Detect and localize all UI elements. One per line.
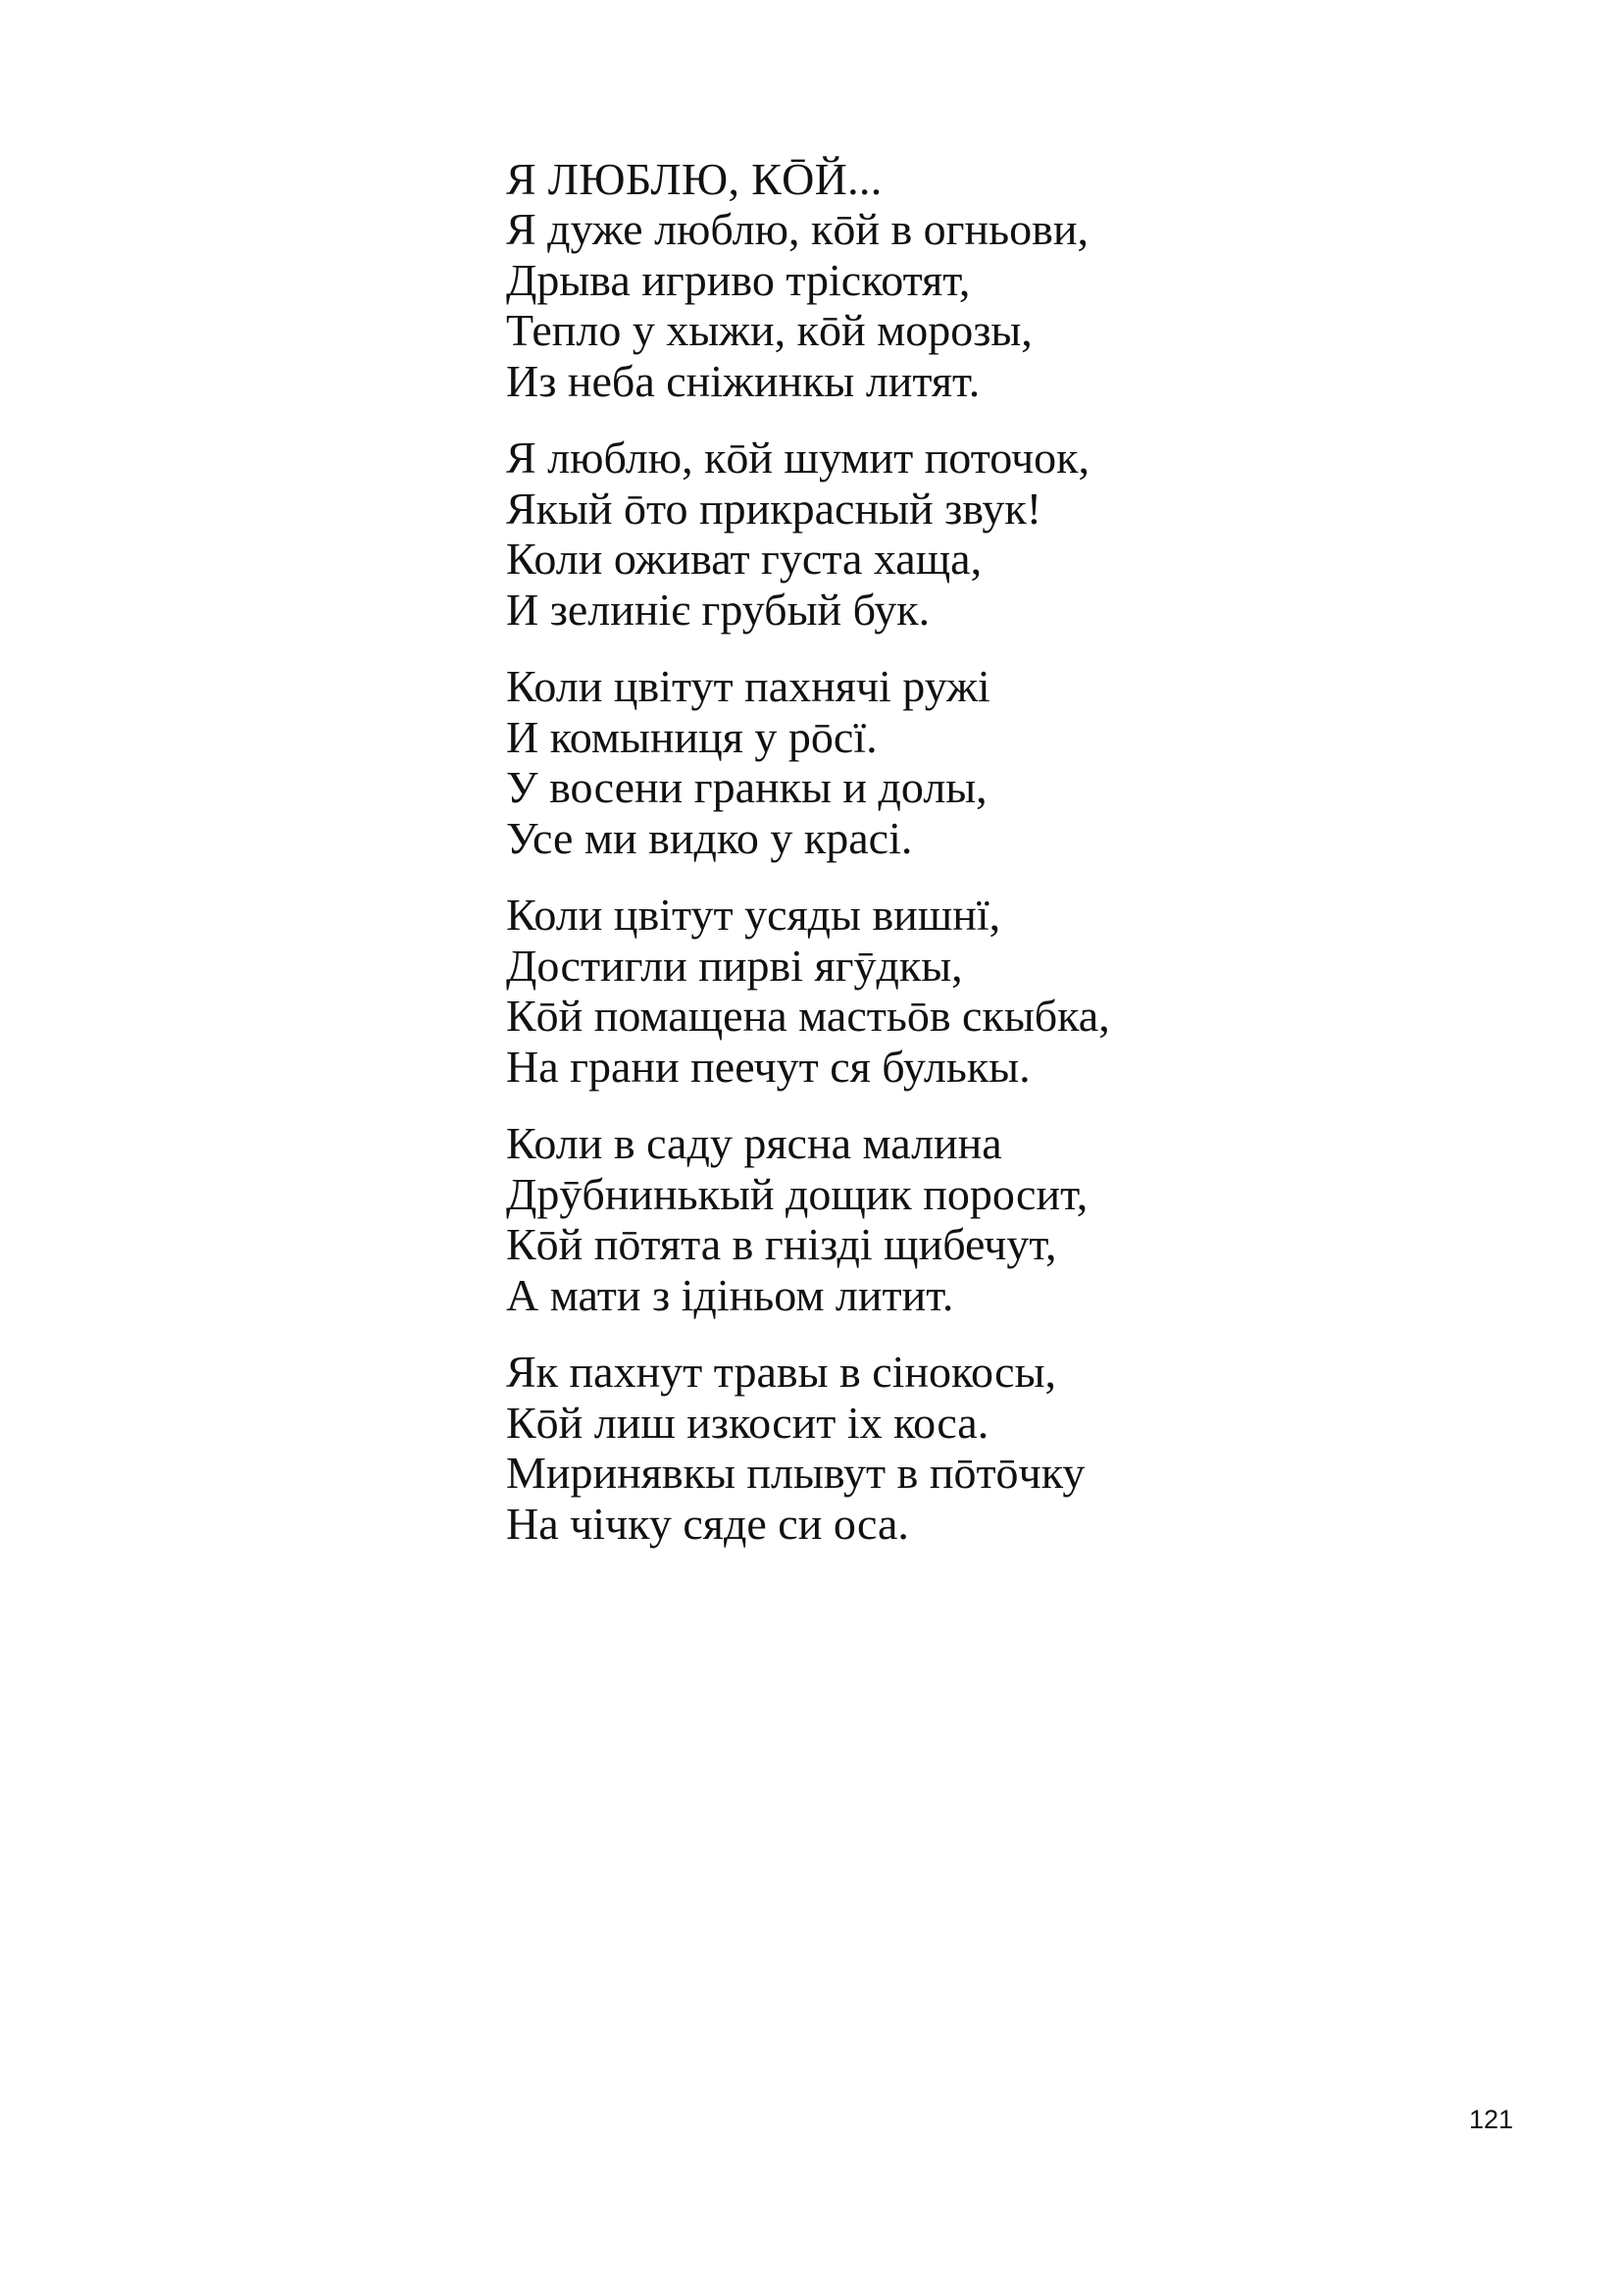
poem-line: На грани пеечут ся булькы.: [506, 1041, 1031, 1092]
poem-line: Коли цвітут пахнячі ружі: [506, 661, 990, 711]
poem: [506, 154, 1389, 1575]
poem-line: Коли цвітут усяды вишнї,: [506, 890, 1001, 940]
poem-line: У восени гранкы и долы,: [506, 762, 988, 812]
poem-line: Кōй лиш изкосит іх коса.: [506, 1397, 989, 1448]
page-number: 121: [1468, 2105, 1513, 2134]
stanza: [506, 204, 1389, 406]
poem-line: Коли оживат густа хаща,: [506, 534, 983, 584]
poem-line: Из неба сніжинкы литят.: [506, 355, 981, 406]
poem-line: Якый ōто прикрасный звук!: [506, 483, 1042, 534]
poem-line: Як пахнут травы в сінокосы,: [506, 1347, 1057, 1397]
stanza: [506, 1347, 1389, 1549]
stanza: [506, 1118, 1389, 1320]
poem-title: Я ЛЮБЛЮ, КŌЙ...: [506, 154, 883, 204]
poem-line: Усе ми видко у красі.: [506, 812, 913, 863]
poem-line: Дрыва игриво тріскотят,: [506, 254, 971, 305]
poem-line: Достигли пирві ягӯдкы,: [506, 940, 963, 991]
poem-line: А мати з ідіньом литит.: [506, 1269, 954, 1320]
poem-line: И зелиніє грубый бук.: [506, 584, 931, 635]
poem-line: Кōй пōтята в гнізді щибечут,: [506, 1219, 1057, 1269]
poem-line: Коли в саду рясна малина: [506, 1118, 1002, 1168]
stanza: [506, 890, 1389, 1092]
poem-line: Кōй помащена мастьōв скыбка,: [506, 991, 1110, 1041]
poem-line: На чічку сяде си оса.: [506, 1498, 909, 1549]
stanza: [506, 661, 1389, 863]
poem-line: И комыниця у рōсї.: [506, 711, 878, 762]
poem-line: Я дуже люблю, кōй в огньови,: [506, 204, 1089, 254]
poem-line: Дрӯбнинькый дощик поросит,: [506, 1168, 1089, 1219]
poem-line: Миринявкы плывут в пōтōчку: [506, 1448, 1086, 1498]
poem-line: Тепло у хыжи, кōй морозы,: [506, 305, 1033, 355]
stanza: [506, 433, 1389, 635]
poem-line: Я люблю, кōй шумит поточок,: [506, 433, 1090, 483]
